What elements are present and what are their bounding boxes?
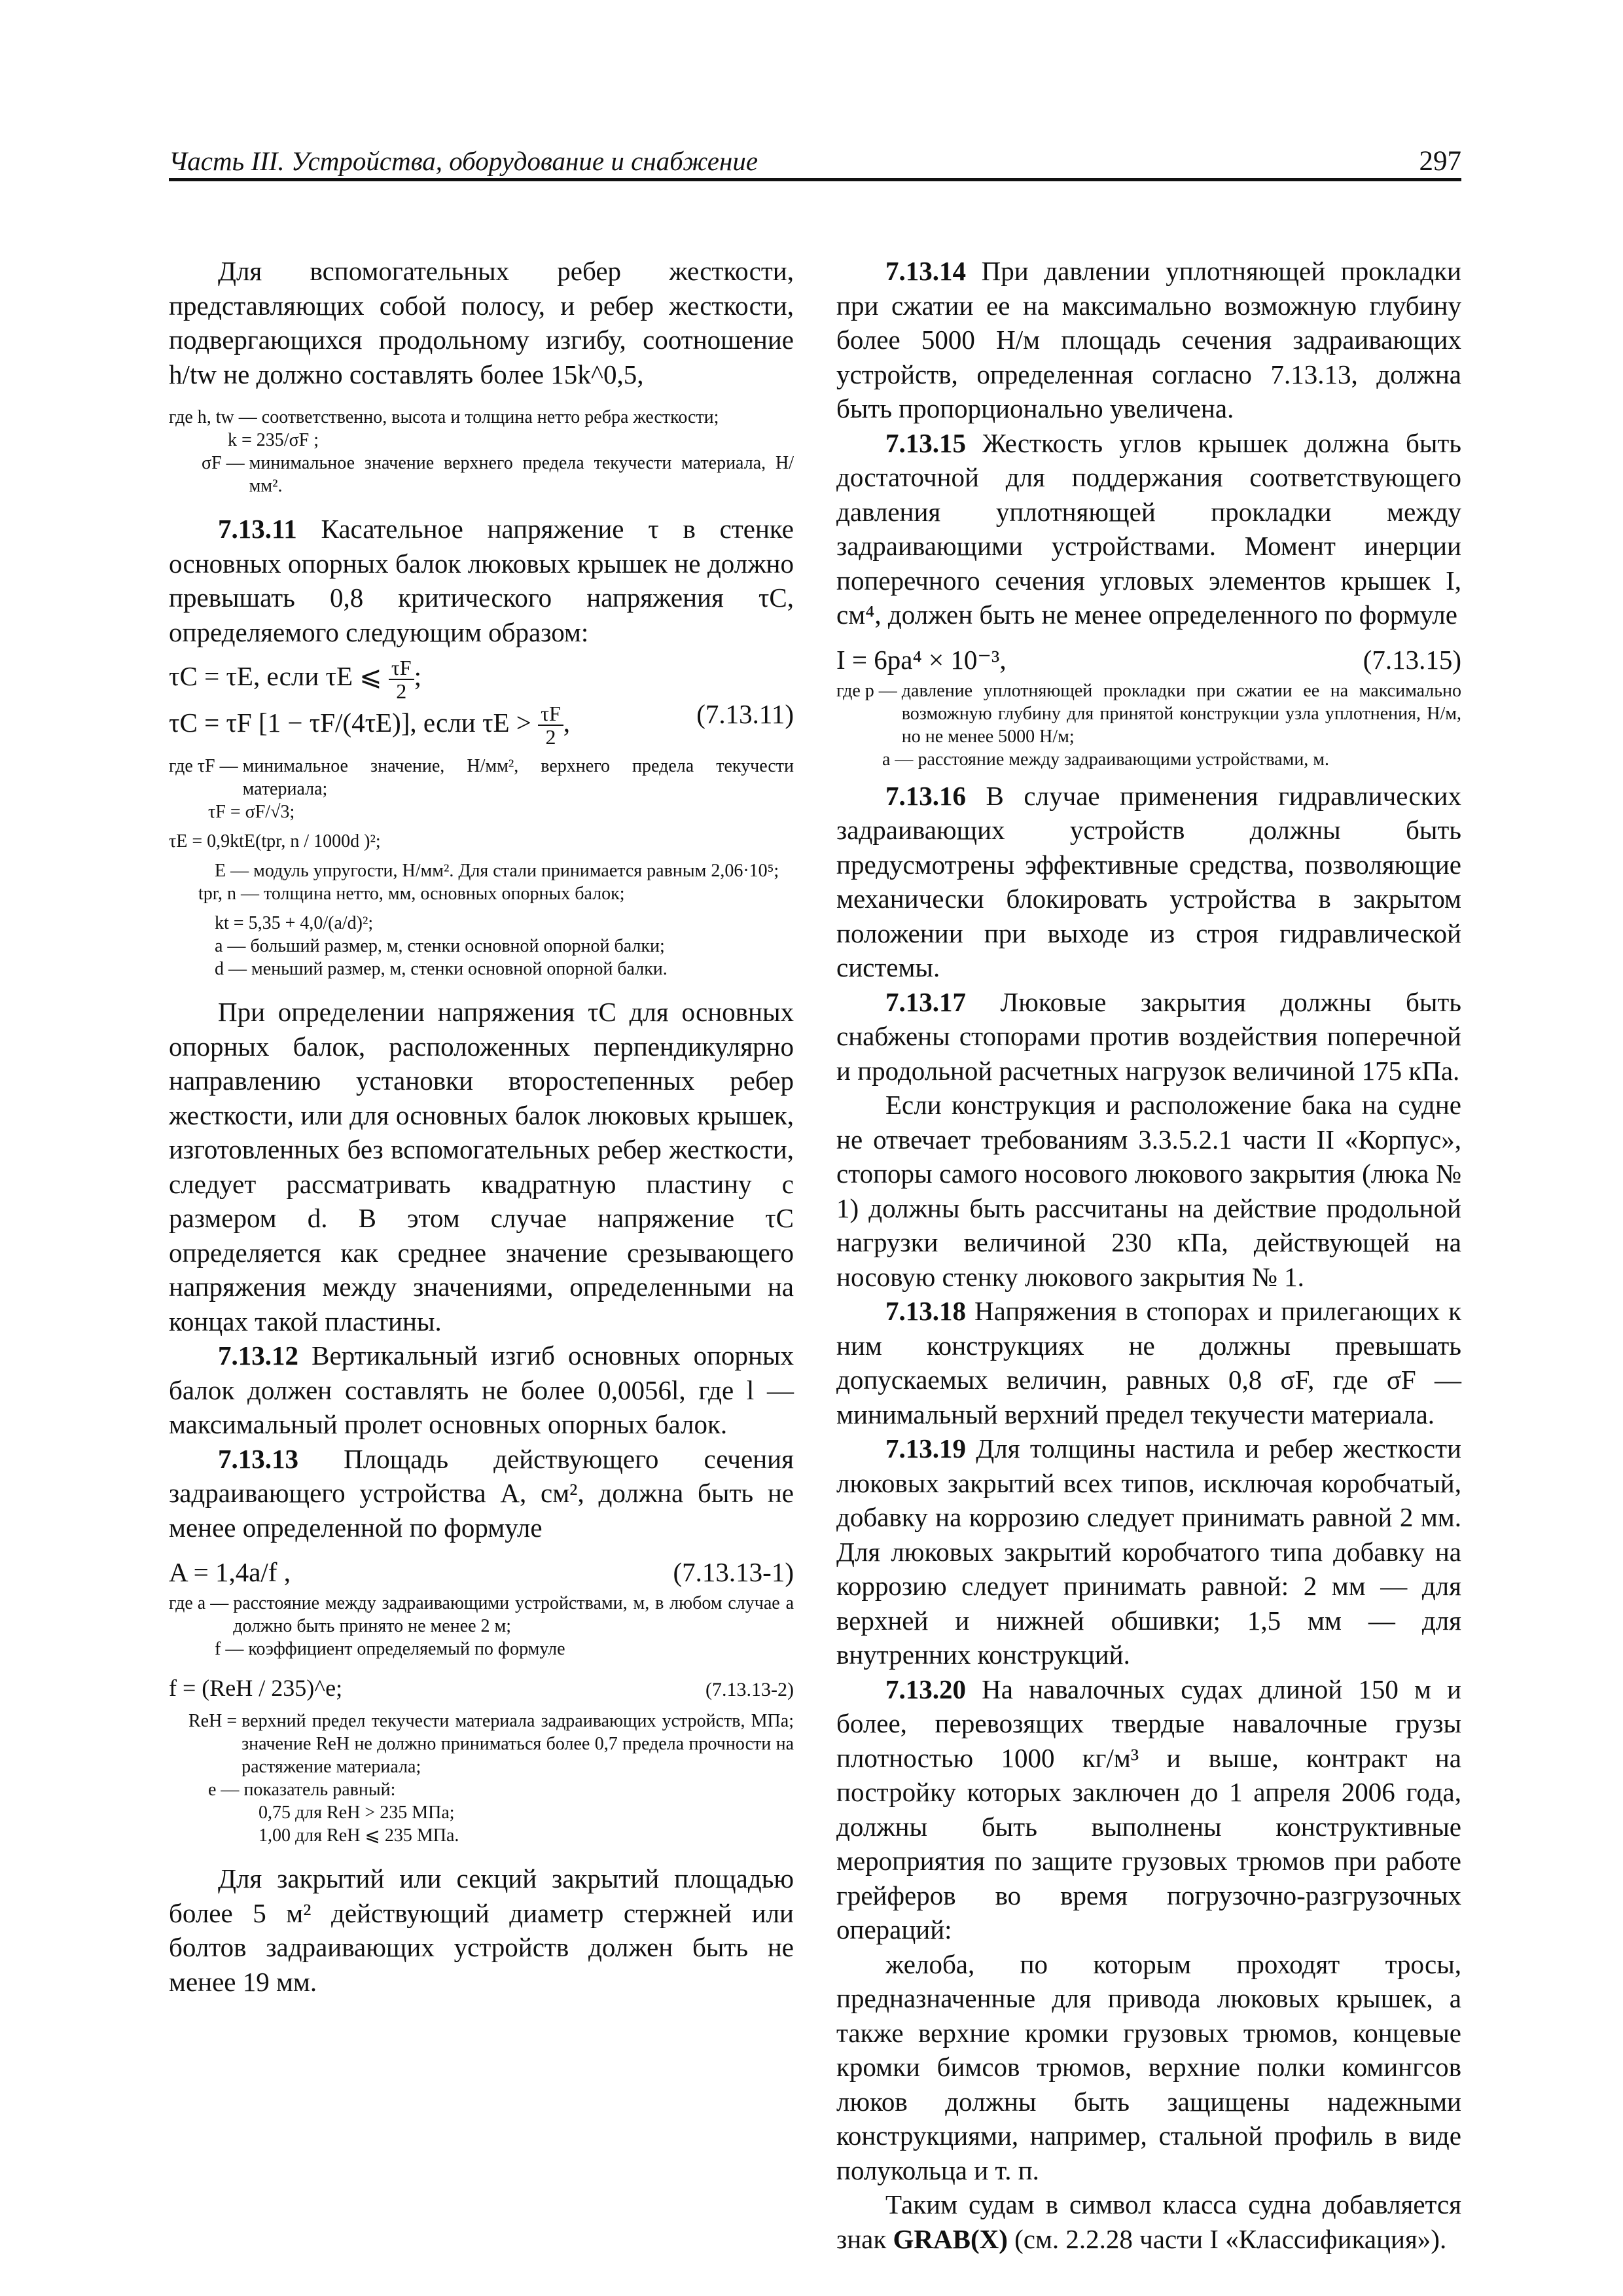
running-title: Часть III. Устройства, оборудование и снабжение [169, 146, 758, 176]
equation-7-13-15: I = 6pa⁴ × 10⁻³, (7.13.15) [836, 644, 1461, 675]
note-item: d — меньший размер, м, стенки основной опорной балки. [215, 959, 668, 980]
note-item: σF — минимальное значение верхнего предела текучести материала, Н/мм². [202, 453, 794, 496]
note-item: где h, tw — соответственно, высота и толщина нетто ребра жесткости; [169, 407, 719, 427]
notes-block [169, 1710, 794, 1847]
section-7-13-16: 7.13.16 В случае применения гидравлических задраивающих устройств должны быть предусмотрены эффективные средства, позволяющие механически блокировать устройства в закрытом положении при выходе из строя гидравлической системы. [836, 780, 1461, 982]
note-item: e — показатель равный: [208, 1780, 396, 1801]
note-item: где τF — минимальное значение, Н/мм², верхнего предела текучести материала; [169, 756, 794, 800]
note-item: kt = 5,35 + 4,0/(a/d)²; [215, 913, 374, 934]
note-item: f — коэффициент определяемый по формуле [215, 1639, 565, 1660]
equation-line: τC = τE, если τE ⩽ $\frac{\tau F}{2}$ ; [169, 655, 421, 703]
note-item: где a — расстояние между задраивающими устройствами, м, в любом случае a должно быть принято не менее 2 м; [169, 1593, 794, 1637]
section-7-13-20: 7.13.20 На навалочных судах длиной 150 м и более, перевозящих твердые навалочные грузы плотностью 1000 кг/м³ и выше, контракт на постройку которых заключен до 1 апреля 2006 года, должны быть выполнены конструктивные мероприятия по защите грузовых трюмов при работе грейферов во время погрузочно-разгрузочных операций: [836, 1674, 1461, 1945]
equation-number: (7.13.11) [696, 699, 794, 729]
note-item: a — больший размер, м, стенки основной опорной балки; [215, 936, 665, 957]
paragraph: желоба, по которым проходят тросы, предназначенные для привода люковых крышек, а также верхние кромки грузовых трюмов, концевые кромки бимсов трюмов, верхние полки комингсов люков должны быть защищены надежными конструкциями, например, стальной профиль в виде полукольца и т. п. [836, 1948, 1461, 2185]
note-item: tpr, n — толщина нетто, мм, основных опорных балок; [198, 884, 625, 905]
section-7-13-14: 7.13.14 При давлении уплотняющей прокладки при сжатии ее на максимально возможную глубину более 5000 Н/м площадь сечения задраивающих устройств, определенная согласно 7.13.13, должна быть пропорционально увеличена. [836, 256, 1461, 423]
section-7-13-11: 7.13.11 Касательное напряжение τ в стенке основных опорных балок люковых крышек не должно превышать 0,8 критического напряжения τC, определяемого следующим образом: [169, 514, 794, 647]
note-item: где p — давление уплотняющей прокладки при сжатии ее на максимально возможную глубину для принятой конструкции узла уплотнения, Н/м, но не менее 5000 Н/м; [836, 680, 1461, 747]
equation-7-13-13-2: f = (ReH / 235)^e; (7.13.13-2) [169, 1675, 794, 1702]
note-item: 0,75 для ReH > 235 МПа; [259, 1803, 455, 1823]
notes-block [169, 1592, 794, 1660]
note-item: a — расстояние между задраивающими устройствами, м. [882, 749, 1330, 770]
notes-block [169, 406, 794, 497]
paragraph: При определении напряжения τC для основных опорных балок, расположенных перпендикулярно направлению установки второстепенных ребер жесткости, или для основных балок люковых крышек, изготовленных без вспомогательных ребер жесткости, следует рассматривать квадратную пластину с размером d. В этом случае напряжение τC определяется как среднее значение срезывающего напряжения между значениями, определенными на концах такой пластины. [169, 997, 794, 1336]
left-column [169, 254, 794, 1999]
paragraph: Если конструкция и расположение бака на судне не отвечает требованиям 3.3.5.2.1 части II «Корпус», стопоры самого носового люкового закрытия (люка № 1) должны быть рассчитаны на действие продольной нагрузки величиной 230 кПа, действующей на носовую стенку люкового закрытия № 1. [836, 1090, 1461, 1292]
notes-block [169, 755, 794, 980]
section-7-13-15: 7.13.15 Жесткость углов крышек должна быть достаточной для поддержания соответствующего давления уплотняющей прокладки между задраивающими устройствами. Момент инерции поперечного сечения угловых элементов крышек I, см⁴, должен быть не менее определенного по формуле [836, 427, 1461, 630]
note-item: k = 235/σF ; [228, 430, 319, 450]
note-item: 1,00 для ReH ⩽ 235 МПа. [259, 1825, 459, 1846]
paragraph: Таким судам в символ класса судна добавляется знак GRAB(X) (см. 2.2.28 части I «Классификация»). [836, 2189, 1461, 2254]
page-header [169, 145, 1461, 178]
note-item: τE = 0,9ktE( tpr, n / 1000d )²; [169, 831, 381, 852]
section-7-13-17: 7.13.17 Люковые закрытия должны быть снабжены стопорами против воздействия поперечной и продольной расчетных нагрузок величиной 175 кПа. [836, 986, 1461, 1086]
header-rule [169, 178, 1461, 181]
equation-7-13-13-1: A = 1,4a/f , (7.13.13-1) [169, 1557, 794, 1588]
paragraph: Для закрытий или секций закрытий площадью более 5 м² действующий диаметр стержней или болтов задраивающих устройств должен быть не менее 19 мм. [169, 1863, 794, 1997]
paragraph: Для вспомогательных ребер жесткости, представляющих собой полосу, и ребер жесткости, подвергающихся продольному изгибу, соотношение h/tw не должно составлять более 15k^0,5, [169, 256, 794, 389]
class-notation: GRAB(X) [893, 2223, 1008, 2254]
page-number: 297 [1419, 146, 1461, 177]
right-column [836, 254, 1461, 2256]
section-7-13-13: 7.13.13 Площадь действующего сечения задраивающего устройства A, см², должна быть не менее определенной по формуле [169, 1443, 794, 1543]
note-item: τF = σF/√3; [208, 802, 295, 823]
note-item: ReH = верхний предел текучести материала задраивающих устройств, МПа; значение ReH не должно приниматься более 0,7 предела прочности на растяжение материала; [188, 1711, 794, 1778]
equation-line: τC = τF [1 − τF/(4τE)], если τE > $\frac{\tau F}{2}$ , [169, 702, 571, 749]
section-7-13-12: 7.13.12 Вертикальный изгиб основных опорных балок должен составлять не более 0,0056l, где l — максимальный пролет основных опорных балок. [169, 1340, 794, 1440]
section-7-13-18: 7.13.18 Напряжения в стопорах и прилегающих к ним конструкциях не должны превышать допускаемых величин, равных 0,8 σF, где σF — минимальный верхний предел текучести материала. [836, 1296, 1461, 1429]
equation-7-13-11 [169, 656, 794, 748]
section-7-13-19: 7.13.19 Для толщины настила и ребер жесткости люковых закрытий всех типов, исключая коробчатый, добавку на коррозию следует принимать равной 2 мм. Для люковых закрытий коробчатого типа добавку на коррозию следует принимать равной: 2 мм — для верхней и нижней обшивки; 1,5 мм — для внутренних конструкций. [836, 1433, 1461, 1670]
notes-block [836, 679, 1461, 771]
note-item: E — модуль упругости, Н/мм². Для стали принимается равным 2,06·10⁵; [215, 861, 779, 882]
